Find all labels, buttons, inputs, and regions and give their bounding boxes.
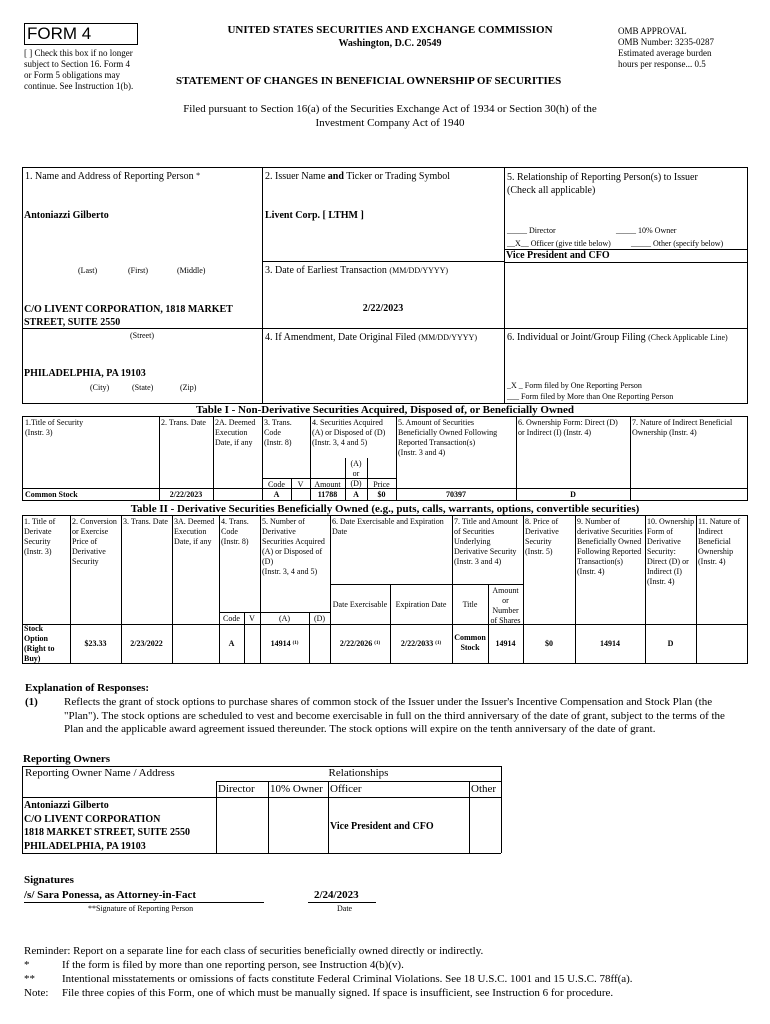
t2-row-conversion: $23.33 xyxy=(84,639,107,648)
t2-sub-title: Title xyxy=(462,600,478,609)
officer-title: Vice President and CFO xyxy=(506,250,610,261)
date-label: Date xyxy=(337,904,353,913)
t1-row-form: D xyxy=(570,490,576,499)
t2-col3-header: 3. Trans. Date xyxy=(123,517,168,526)
t2-row-exercisable: 2/22/2026 $^{(1)}$ xyxy=(339,639,381,648)
t2-row-form: D xyxy=(667,639,674,648)
state-label: (State) xyxy=(132,383,154,392)
t1-row-amount: 11788 xyxy=(317,490,338,499)
table2-title: Table II - Derivative Securities Beneficially Owned (e.g., puts, calls, warrants, options, convertible securities) xyxy=(130,503,640,515)
agency-name: UNITED STATES SECURITIES AND EXCHANGE COMMISSION xyxy=(227,24,553,36)
t1-sub-price: Price xyxy=(373,480,390,489)
box2-label: 2. Issuer Name and Ticker or Trading Symbol xyxy=(265,171,451,182)
statement-title: STATEMENT OF CHANGES IN BENEFICIAL OWNERSHIP OF SECURITIES xyxy=(176,75,562,87)
t1-col4-header: 4. Securities Acquired (A) or Disposed of (D) (Instr. 3, 4 and 5) xyxy=(312,418,386,447)
t2-col11-header: 11. Nature of Indirect Beneficial Ownership (Instr. 4) xyxy=(698,517,741,566)
street-address: C/O LIVENT CORPORATION, 1818 MARKET STREET, SUITE 2550 xyxy=(24,304,233,328)
t2-sub-v: V xyxy=(249,614,255,623)
t1-col2-header: 2. Trans. Date xyxy=(161,418,206,427)
t2-row-expiration: 2/22/2033 $^{(1)}$ xyxy=(400,639,442,648)
street-label: (Street) xyxy=(130,331,154,340)
t2-col4-header: 4. Trans. Code (Instr. 8) xyxy=(221,517,249,546)
t2-sub-code: Code xyxy=(223,614,240,623)
issuer-name: Livent Corp. [ LTHM ] xyxy=(265,210,364,221)
t1-col2a-header: 2A. Deemed Execution Date, if any xyxy=(215,418,256,447)
t2-row-title: Stock Option (Right to Buy) xyxy=(24,624,55,663)
t2-row-price: $0 xyxy=(545,639,553,648)
reminder: Reminder: Report on a separate line for each class of securities beneficially owned directly or indirectly. xyxy=(24,945,484,957)
t1-sub-aod: (A) or (D) xyxy=(350,459,362,488)
footnote-double-star-text: Intentional misstatements or omissions of facts constitute Federal Criminal Violations. See 18 U.S.C. 1001 and 15 U.S.C. 78ff(a). xyxy=(62,973,633,985)
box4-label: 4. If Amendment, Date Original Filed (MM/DD/YYYY) xyxy=(265,332,477,343)
explanation-heading: Explanation of Responses: xyxy=(25,682,150,694)
box3-label: 3. Date of Earliest Transaction (MM/DD/YYYY) xyxy=(265,265,449,276)
t2-sub-a: (A) xyxy=(278,614,291,623)
omb-approval: OMB APPROVAL OMB Number: 3235-0287 Estimated average burden hours per response... 0.5 xyxy=(618,26,714,69)
t2-col10-header: 10. Ownership Form of Derivative Security: Direct (D) or Indirect (I) (Instr. 4) xyxy=(647,517,695,586)
t2-row-underlying-amount: 14914 xyxy=(495,639,516,648)
officer-checkbox: __X__ Officer (give title below) xyxy=(507,239,611,248)
owners-col-other: Other xyxy=(471,783,497,795)
other-checkbox: _____ Other (specify below) xyxy=(631,239,724,248)
box6-label: 6. Individual or Joint/Group Filing (Check Applicable Line) xyxy=(507,332,728,343)
t1-col1-header: 1.Title of Security (Instr. 3) xyxy=(25,418,84,437)
box1-label: 1. Name and Address of Reporting Person * xyxy=(25,171,201,182)
t2-row-date: 2/23/2022 xyxy=(130,639,163,648)
t2-col3a-header: 3A. Deemed Execution Date, if any xyxy=(174,517,215,546)
signatures-heading: Signatures xyxy=(24,874,74,886)
t2-col5-header: 5. Number of Derivative Securities Acquired (A) or Disposed of (D) (Instr. 3, 4 and 5) xyxy=(262,517,325,576)
t2-sub-exercisable: Date Exercisable xyxy=(332,600,388,609)
t2-col7-header: 7. Title and Amount of Securities Underlying Derivative Security (Instr. 3 and 4) xyxy=(454,517,519,566)
t1-sub-v: V xyxy=(297,480,304,489)
box5-label: 5. Relationship of Reporting Person(s) to Issuer (Check all applicable) xyxy=(507,172,698,196)
middle-label: (Middle) xyxy=(177,266,206,275)
city-label: (City) xyxy=(90,383,110,392)
t2-col9-header: 9. Number of derivative Securities Beneficially Owned Following Reported Transaction(s) (Instr. 4) xyxy=(577,517,643,576)
owners-col-relationships: Relationships xyxy=(328,767,389,779)
t2-col8-header: 8. Price of Derivative Security (Instr. 5) xyxy=(525,517,559,556)
t1-col7-header: 7. Nature of Indirect Beneficial Ownership (Instr. 4) xyxy=(632,418,733,437)
t1-row-code: A xyxy=(273,490,280,499)
t2-col2-header: 2. Conversion or Exercise Price of Derivative Security xyxy=(72,517,117,566)
footnote-note-text: File three copies of this Form, one of which must be manually signed. If space is insufficient, see Instruction 6 for procedure. xyxy=(62,987,614,999)
t1-sub-amount: Amount xyxy=(314,480,341,489)
owner-name-address: Antoniazzi Gilberto C/O LIVENT CORPORATION 1818 MARKET STREET, SUITE 2550 PHILADELPHIA, PA 19103 xyxy=(24,800,191,852)
reporting-person-name: Antoniazzi Gilberto xyxy=(24,210,109,221)
owners-col-ten-percent: 10% Owner xyxy=(270,783,323,795)
owners-col-director: Director xyxy=(218,783,255,795)
last-label: (Last) xyxy=(78,266,98,275)
t1-row-date: 2/22/2023 xyxy=(169,490,203,499)
t2-row-underlying-title: Common Stock xyxy=(454,633,486,652)
t1-row-title: Common Stock xyxy=(25,490,78,499)
t2-col6-header: 6. Date Exercisable and Expiration Date xyxy=(332,517,444,536)
footnote-note-mark: Note: xyxy=(24,987,49,999)
footnote-star-text: If the form is filed by more than one reporting person, see Instruction 4(b)(v). xyxy=(62,959,404,971)
signature-label: **Signature of Reporting Person xyxy=(88,904,194,913)
filed-one-person: _X _ Form filed by One Reporting Person xyxy=(507,381,642,390)
signer-name: /s/ Sara Ponessa, as Attorney-in-Fact xyxy=(24,889,197,901)
t2-row-acquired: 14914 $^{(1)}$ xyxy=(270,639,299,648)
earliest-transaction-date: 2/22/2023 xyxy=(362,303,404,314)
t2-sub-amount: Amount or Number of Shares xyxy=(490,586,521,625)
t2-sub-d: (D) xyxy=(313,614,326,623)
owners-col-officer: Officer xyxy=(330,783,362,795)
zip-label: (Zip) xyxy=(180,383,197,392)
t1-col6-header: 6. Ownership Form: Direct (D) or Indirect (I) (Instr. 4) xyxy=(518,418,618,437)
signature-date: 2/24/2023 xyxy=(314,889,359,901)
owner-officer-title: Vice President and CFO xyxy=(330,821,434,832)
t2-sub-expiration: Expiration Date xyxy=(395,600,447,609)
filed-more-persons: ___ Form filed by More than One Reporting Person xyxy=(507,392,674,401)
director-checkbox: _____ Director xyxy=(507,226,556,235)
t2-row-code: A xyxy=(228,639,235,648)
table1-title: Table I - Non-Derivative Securities Acquired, Disposed of, or Beneficially Owned xyxy=(195,404,575,416)
ten-percent-owner-checkbox: _____ 10% Owner xyxy=(616,226,677,235)
filed-pursuant: Filed pursuant to Section 16(a) of the Securities Exchange Act of 1934 or Section 30(h) of the Investment Company Act of 1940 xyxy=(183,103,597,129)
explanation-note-number: (1) xyxy=(25,696,38,708)
footnote-star-mark: * xyxy=(24,959,30,971)
t1-sub-code: Code xyxy=(268,480,285,489)
t1-row-aod: A xyxy=(353,490,359,499)
owners-heading: Reporting Owners xyxy=(23,753,111,765)
first-label: (First) xyxy=(128,266,148,275)
t2-row-owned: 14914 xyxy=(600,639,620,648)
city-state-zip: PHILADELPHIA, PA 19103 xyxy=(24,368,146,379)
t1-row-owned: 70397 xyxy=(446,490,466,499)
explanation-note: Reflects the grant of stock options to purchase shares of common stock of the Issuer under the Issuer's Incentive Compensation and Stock Plan (the "Plan"). The stock options are scheduled to vest and become exercisable in full on the third anniversary of the date of grant, subject to the terms of the Plan and the applicable award agreement issued thereunder. The stock options will expire on the tenth anniversary of the date of grant. xyxy=(64,696,725,735)
t1-row-price: $0 xyxy=(377,490,386,499)
form-title: FORM 4 xyxy=(27,24,92,43)
t2-col1-header: 1. Title of Derivate Security (Instr. 3) xyxy=(24,517,56,556)
checkbox-note: [ ] Check this box if no longer subject to Section 16. Form 4 or Form 5 obligations may continue. See Instruction 1(b). xyxy=(24,48,134,91)
t1-col5-header: 5. Amount of Securities Beneficially Owned Following Reported Transaction(s) (Instr. 3 and 4) xyxy=(398,418,498,457)
agency-city: Washington, D.C. 20549 xyxy=(338,38,442,49)
t1-col3-header: 3. Trans. Code (Instr. 8) xyxy=(264,418,292,447)
owners-col-name: Reporting Owner Name / Address xyxy=(25,767,175,779)
footnote-double-star-mark: ** xyxy=(24,973,35,985)
